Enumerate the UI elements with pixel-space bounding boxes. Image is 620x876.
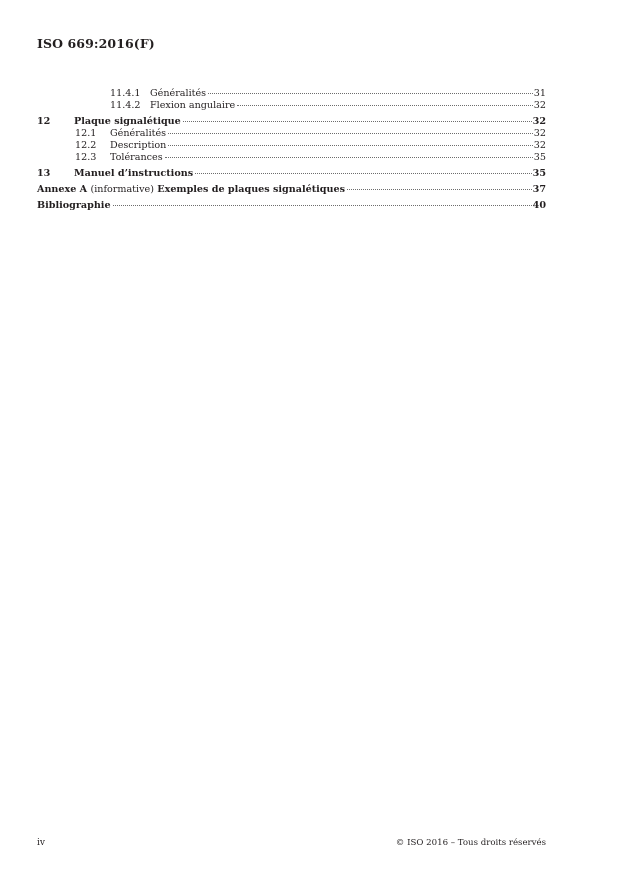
- toc-entry-title: Généralités: [110, 128, 167, 139]
- toc-entry-number: 12: [37, 116, 51, 127]
- toc-entry-page: 32: [532, 116, 546, 127]
- annex-title: Exemples de plaques signalétiques: [157, 184, 345, 195]
- toc-entry-page: 37: [532, 184, 546, 195]
- toc-entry-12-1[interactable]: [37, 128, 546, 140]
- toc-dot-leader: [168, 145, 532, 146]
- toc-entry-number: 11.4.2: [110, 100, 141, 111]
- document-id-header: ISO 669:2016(F): [37, 36, 155, 51]
- toc-dot-leader: [113, 205, 532, 206]
- annex-note: (informative): [90, 184, 154, 195]
- toc-entry-11-4-2[interactable]: [37, 100, 546, 112]
- toc-entry-page: 32: [533, 140, 546, 151]
- toc-entry-bibliographie[interactable]: [37, 200, 546, 212]
- toc-entry-page: 40: [532, 200, 546, 211]
- toc-entry-title: Bibliographie: [37, 200, 111, 211]
- toc-entry-13[interactable]: [37, 168, 546, 180]
- toc-dot-leader: [208, 93, 533, 94]
- toc-entry-number: 12.3: [75, 152, 97, 163]
- toc-entry-12-3[interactable]: [37, 152, 546, 164]
- toc-dot-leader: [165, 157, 533, 158]
- toc-entry-number: 12.2: [75, 140, 97, 151]
- footer-page-number: iv: [37, 838, 45, 848]
- toc-entry-number: 11.4.1: [110, 88, 141, 99]
- toc-entry-title: Tolérances: [110, 152, 163, 163]
- table-of-contents: [37, 88, 546, 212]
- toc-dot-leader: [237, 105, 533, 106]
- footer-copyright: © ISO 2016 – Tous droits réservés: [395, 838, 546, 848]
- toc-entry-title: [37, 184, 345, 196]
- toc-dot-leader: [183, 121, 532, 122]
- toc-entry-title: Généralités: [150, 88, 207, 99]
- toc-dot-leader: [347, 189, 532, 190]
- toc-entry-page: 31: [533, 88, 546, 99]
- toc-entry-12-2[interactable]: [37, 140, 546, 152]
- toc-entry-page: 32: [533, 128, 546, 139]
- toc-dot-leader: [168, 133, 533, 134]
- toc-entry-number: 12.1: [75, 128, 97, 139]
- toc-entry-title: Plaque signalétique: [74, 116, 181, 127]
- toc-entry-page: 32: [533, 100, 546, 111]
- toc-entry-page: 35: [532, 168, 546, 179]
- toc-dot-leader: [195, 173, 532, 174]
- toc-entry-annexe-a[interactable]: [37, 184, 546, 196]
- toc-entry-page: 35: [533, 152, 546, 163]
- toc-entry-title: Manuel d’instructions: [74, 168, 194, 179]
- toc-entry-number: 13: [37, 168, 51, 179]
- annex-label: Annexe A: [37, 184, 88, 195]
- toc-entry-title: Description: [110, 140, 167, 151]
- toc-entry-12[interactable]: [37, 116, 546, 128]
- toc-entry-title: Flexion angulaire: [150, 100, 236, 111]
- toc-entry-11-4-1[interactable]: [37, 88, 546, 100]
